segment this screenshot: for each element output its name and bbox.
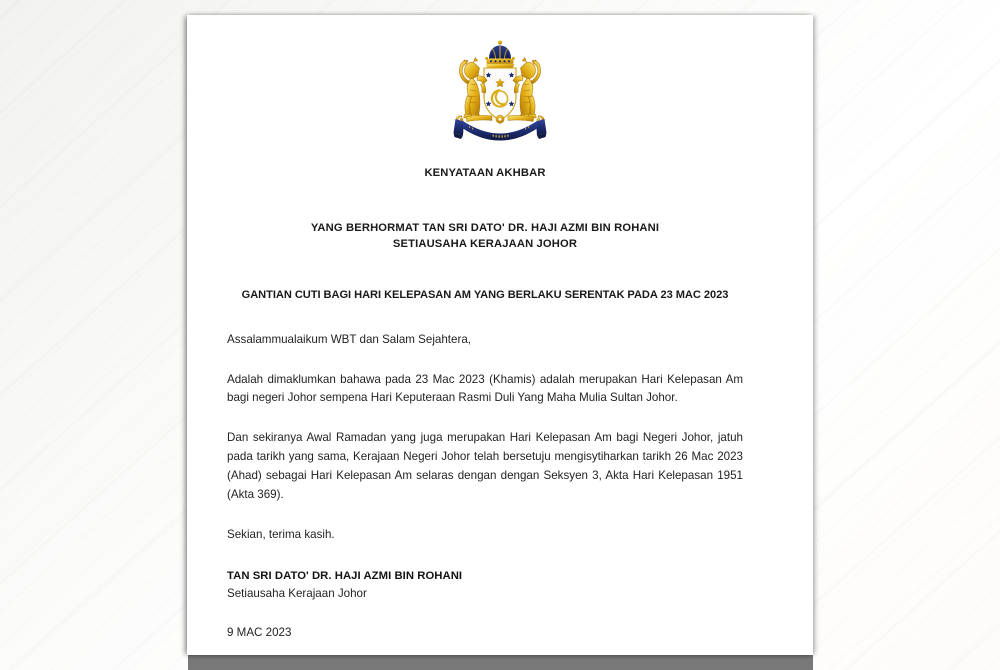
johor-coat-of-arms-icon: [440, 37, 560, 143]
document-heading: KENYATAAN AKHBAR: [424, 167, 546, 179]
signature-name: TAN SRI DATO' DR. HAJI AZMI BIN ROHANI: [227, 570, 463, 583]
scrollwork-ornament-icon: [456, 115, 544, 123]
officer-name-line: YANG BERHORMAT TAN SRI DATO' DR. HAJI AZMI BIN ROHANI: [310, 222, 660, 234]
press-statement-document: [187, 15, 813, 655]
document-text-body: [227, 167, 743, 639]
officer-title-block: [227, 221, 743, 253]
body-paragraph-2: Dan sekiranya Awal Ramadan yang juga merupakan Hari Kelepasan Am bagi Negeri Johor, jatuh pada tarikh yang sama, Kerajaan Negeri Johor telah bersetuju mengisytiharkan tarikh 26 Mac 2023 (Ahad) sebagai Hari Kelepasan Am selaras dengan dengan Seksyen 3, Akta Hari Kelepasan 1951 (Akta 369).: [227, 431, 743, 501]
shield-icon: [484, 68, 516, 120]
closing-paragraph: Sekian, terima kasih.: [227, 528, 335, 542]
emblem-container: [187, 37, 813, 143]
document-date: 9 MAC 2023: [227, 626, 292, 640]
body-paragraph-1: Adalah dimaklumkan bahawa pada 23 Mac 2023 (Khamis) adalah merupakan Hari Kelepasan Am bagi negeri Johor sempena Hari Keputeraan Rasmi Duli Yang Maha Mulia Sultan Johor.: [227, 372, 743, 405]
subject-line: GANTIAN CUTI BAGI HARI KELEPASAN AM YANG BERLAKU SERENTAK PADA 23 MAC 2023: [241, 288, 729, 301]
page-bottom-bar: [188, 654, 813, 670]
greeting-paragraph: Assalammualaikum WBT dan Salam Sejahtera,: [227, 332, 472, 346]
signature-role: Setiausaha Kerajaan Johor: [227, 587, 367, 600]
officer-role-line: SETIAUSAHA KERAJAAN JOHOR: [392, 237, 578, 250]
crown-icon: [485, 40, 515, 68]
signature-block: [227, 568, 743, 602]
